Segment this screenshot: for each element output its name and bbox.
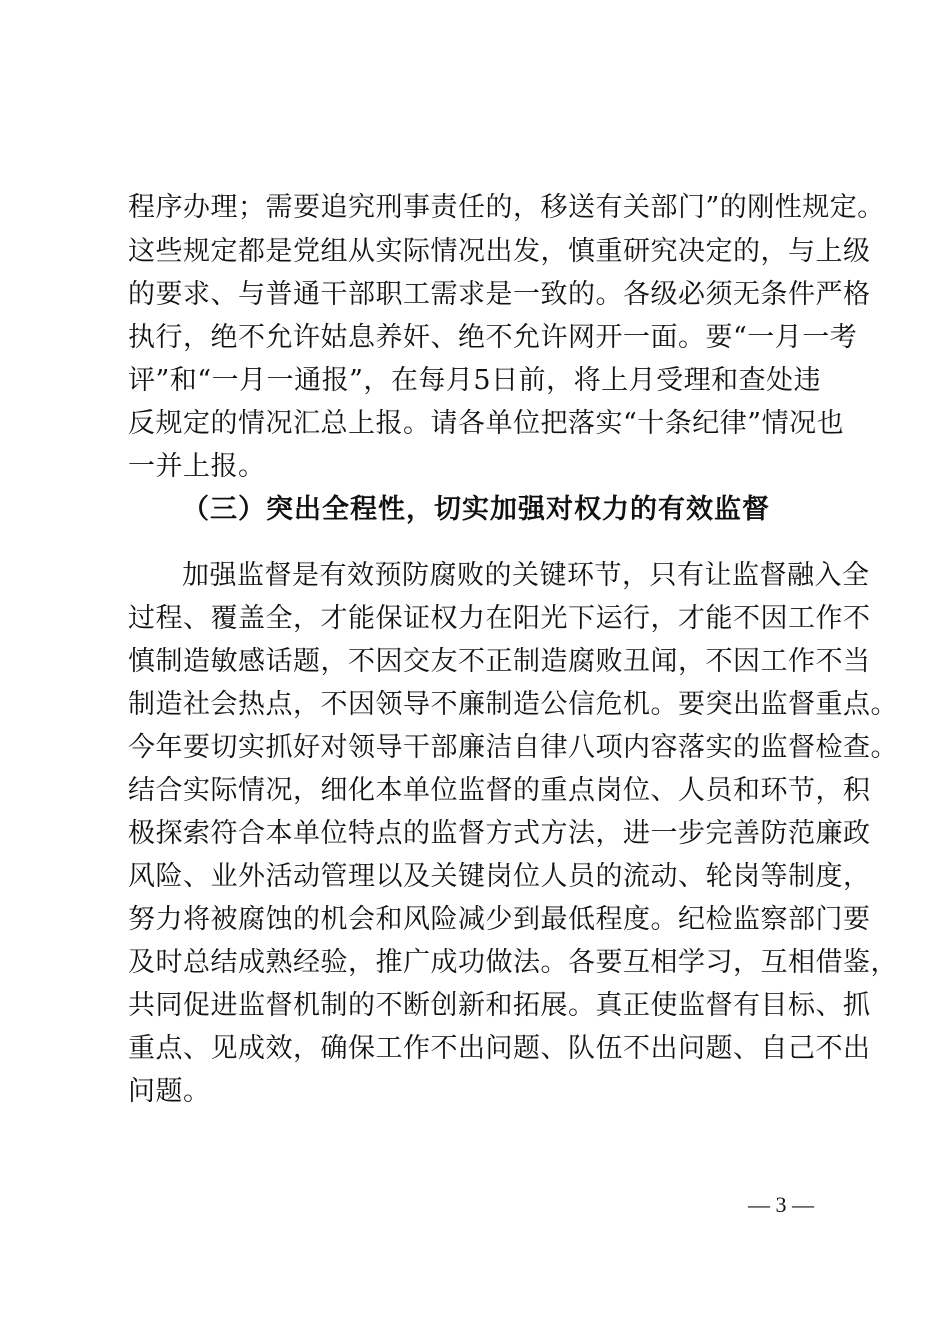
paragraph-line: 制造社会热点，不因领导不廉制造公信危机。要突出监督重点。 [128, 689, 898, 720]
paragraph-line: 及时总结成熟经验，推广成功做法。各要互相学习，互相借鉴， [128, 947, 898, 978]
paragraph-line: 问题。 [128, 1076, 211, 1107]
paragraph-line: 今年要切实抓好对领导干部廉洁自律八项内容落实的监督检查。 [128, 732, 898, 763]
text-line: 这些规定都是党组从实际情况出发，慎重研究决定的，与上级 [128, 236, 871, 267]
paragraph-line: 共同促进监督机制的不断创新和拓展。真正使监督有目标、抓 [128, 990, 871, 1021]
text-line: 程序办理；需要追究刑事责任的，移送有关部门”的刚性规定。 [128, 192, 885, 223]
text-line: 一并上报。 [128, 451, 266, 482]
paragraph-line: 过程、覆盖全，才能保证权力在阳光下运行，才能不因工作不 [128, 603, 871, 634]
paragraph-line: 结合实际情况，细化本单位监督的重点岗位、人员和环节，积 [128, 775, 871, 806]
paragraph-line: 极探索符合本单位特点的监督方式方法，进一步完善防范廉政 [128, 818, 871, 849]
text-line: 执行，绝不允许姑息养奸、绝不允许网开一面。要“一月一考 [128, 322, 858, 353]
paragraph-line: 加强监督是有效预防腐败的关键环节，只有让监督融入全 [182, 560, 870, 591]
text-line: 的要求、与普通干部职工需求是一致的。各级必须无条件严格 [128, 279, 871, 310]
section-heading: （三）突出全程性，切实加强对权力的有效监督 [182, 494, 770, 525]
text-line: 反规定的情况汇总上报。请各单位把落实“十条纪律”情况也 [128, 408, 845, 439]
page-number: — 3 — [748, 1192, 814, 1217]
paragraph-line: 风险、业外活动管理以及关键岗位人员的流动、轮岗等制度， [128, 861, 871, 892]
text-line: 评”和“一月一通报”，在每月5日前，将上月受理和查处违 [128, 365, 822, 396]
paragraph-line: 慎制造敏感话题，不因交友不正制造腐败丑闻，不因工作不当 [128, 646, 871, 677]
paragraph-line: 重点、见成效，确保工作不出问题、队伍不出问题、自己不出 [128, 1033, 871, 1064]
paragraph-line: 努力将被腐蚀的机会和风险减少到最低程度。纪检监察部门要 [128, 904, 871, 935]
